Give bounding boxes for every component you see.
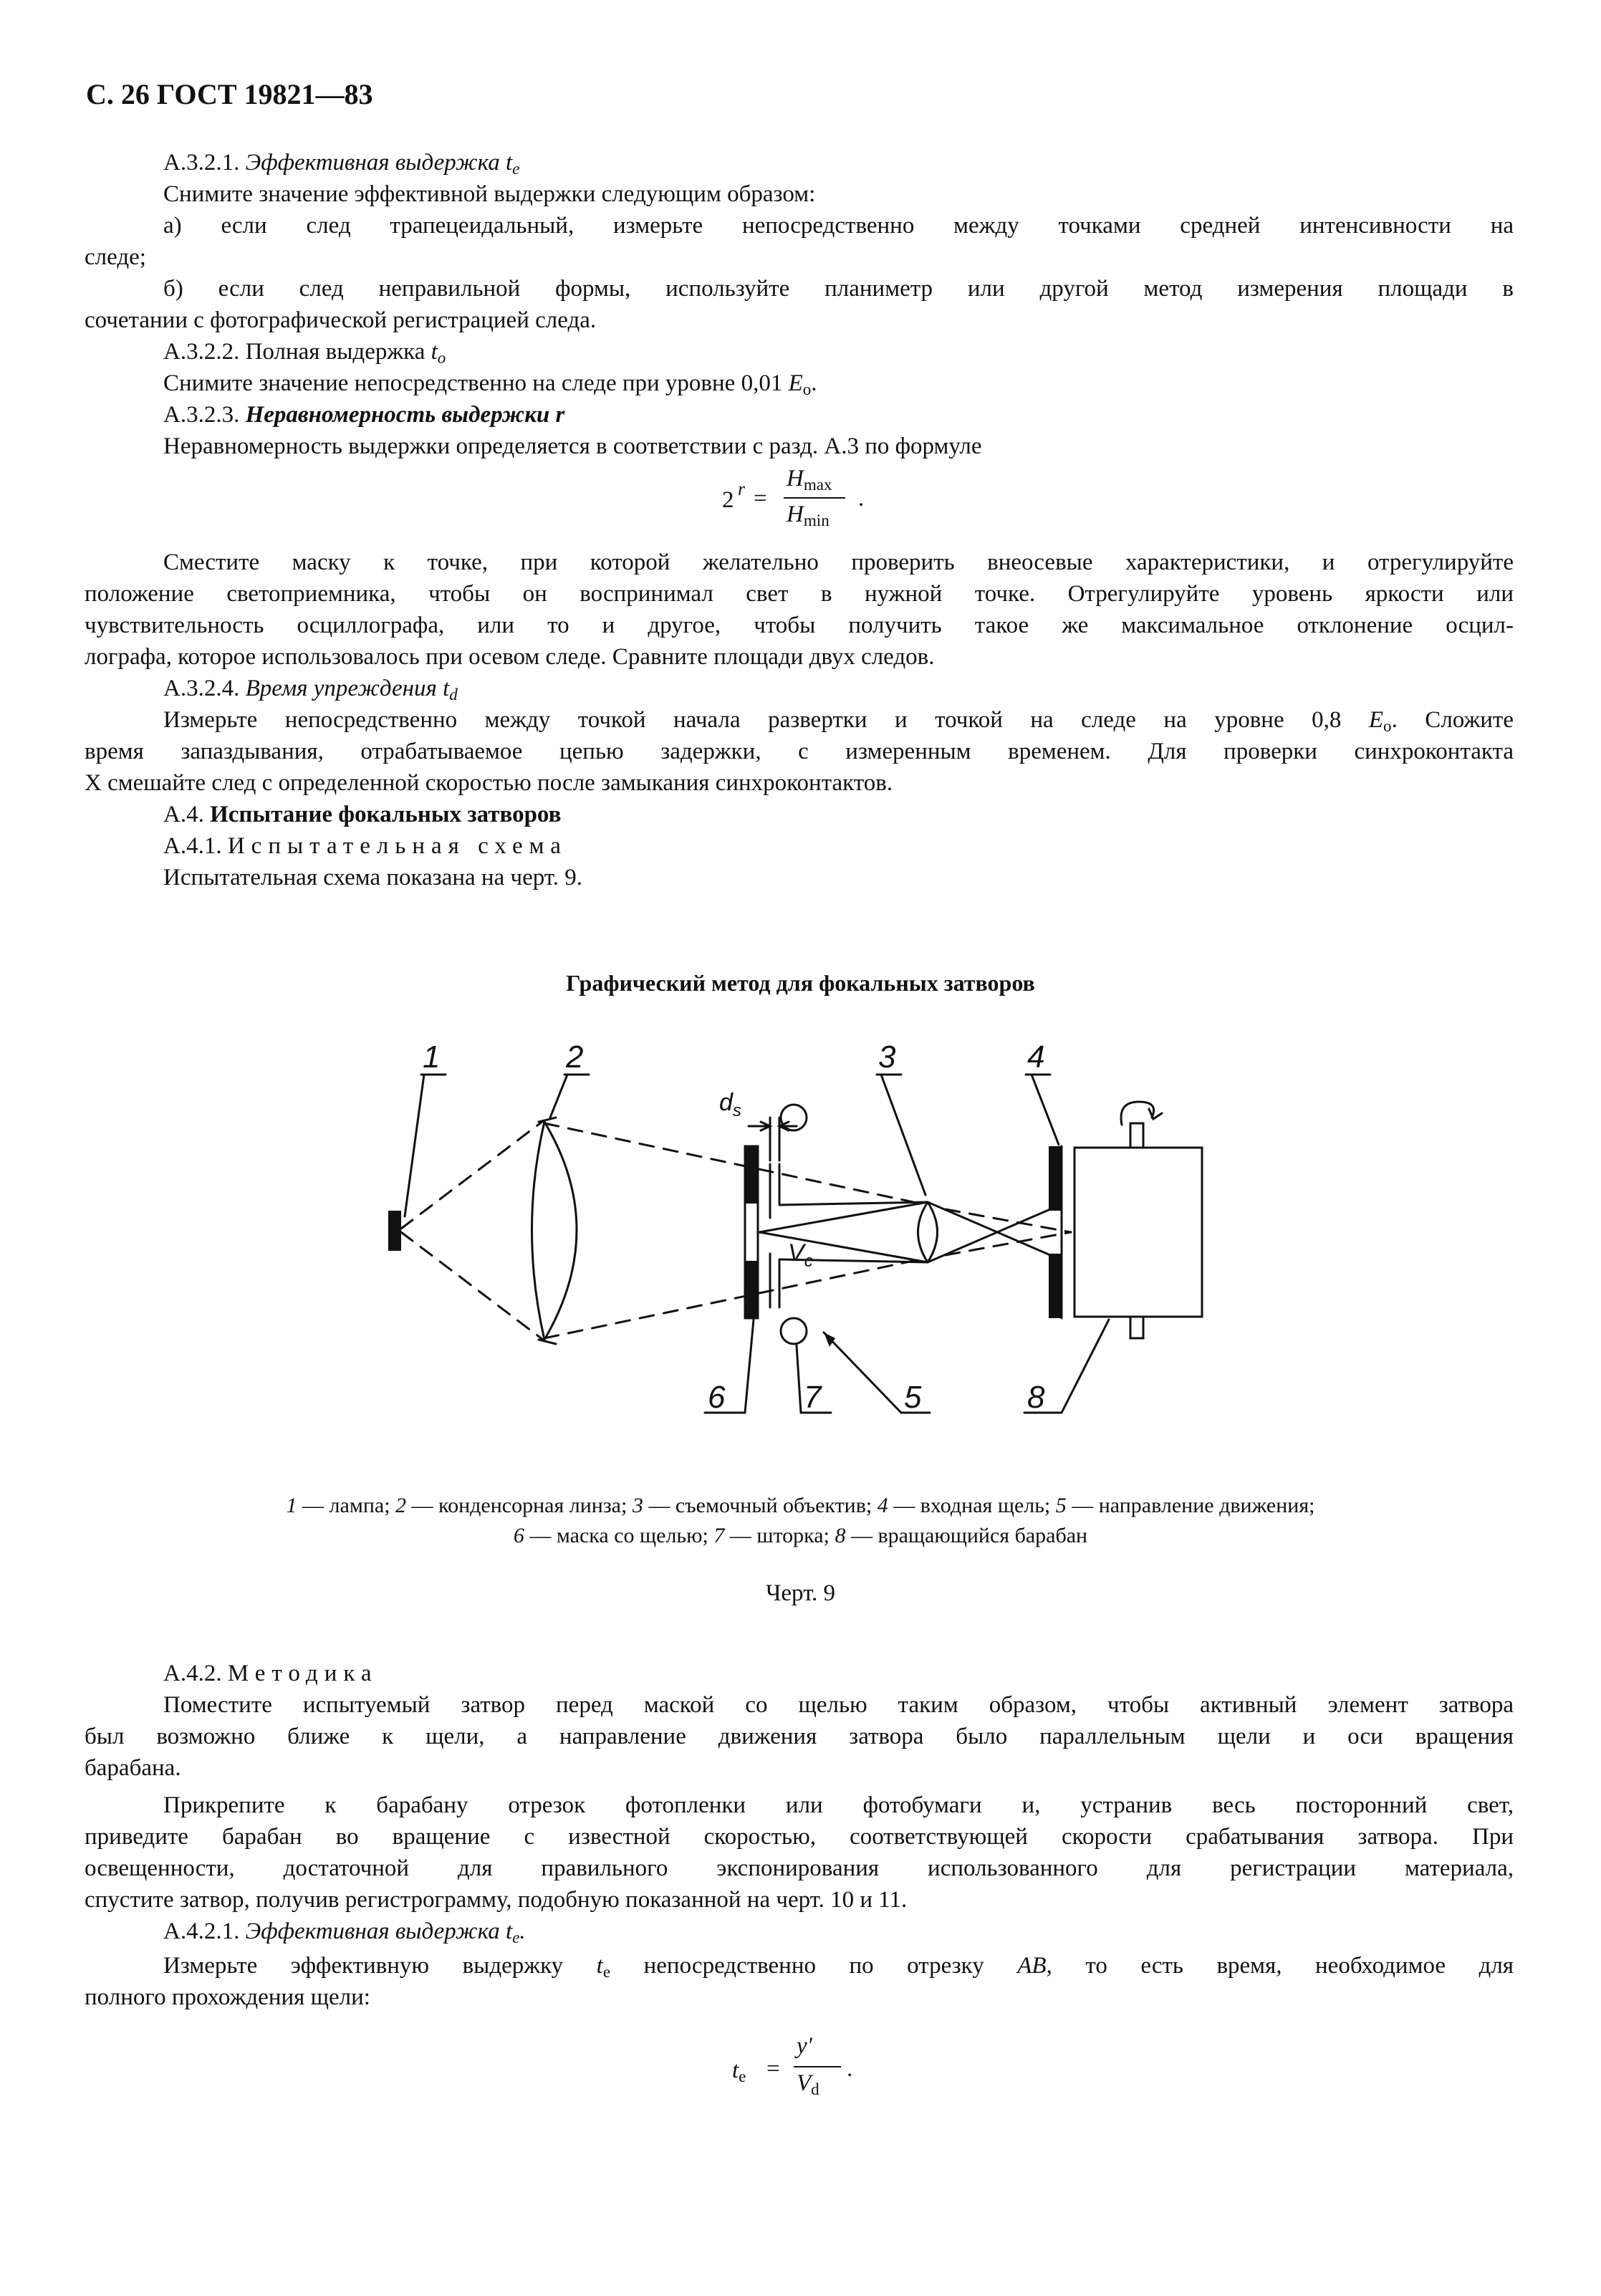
label-1: 1 — [423, 1039, 441, 1075]
formula-numerator: $H_{max}$ — [787, 466, 832, 494]
label-7: 7 — [804, 1380, 822, 1415]
section-heading-a3-2-3: А.3.2.3. Неравномерность выдержки r — [163, 402, 565, 428]
paragraph-line: время запаздывания, отрабатываемое цепью задержки, с измеренным временем. Для проверки синхроконтакта — [85, 739, 1514, 764]
section-heading-a3-2-4: А.3.2.4. Время упреждения $t_d$ — [163, 676, 458, 703]
section-heading-a3-2-1: А.3.2.1. Эффективная выдержка $t_e$ — [163, 150, 520, 178]
fraction-bar — [784, 497, 845, 499]
paragraph-line: Измерьте эффективную выдержку $t_e$ непосредственно по отрезку AB, то есть время, необходимое для — [163, 1953, 1514, 1981]
paragraph-line: б) если след неправильной формы, используйте планиметр или другой метод измерения площади в — [163, 276, 1514, 302]
paragraph-line: X смешайте след с определенной скоростью после замыкания синхроконтактов. — [85, 770, 893, 796]
mask-dark-top — [745, 1146, 758, 1204]
ray-line — [401, 1121, 543, 1229]
paragraph-line: барабана. — [85, 1755, 181, 1781]
figure-title: Графический метод для фокальных затворов — [566, 970, 1035, 996]
paragraph-line: Снимите значение непосредственно на следе при уровне 0,01 $E_o$. — [163, 370, 817, 398]
paragraph-line: приведите барабан во вращение с известной скоростью, соответствующей скорости срабатывания затвора. При — [85, 1824, 1514, 1850]
entrance-slit-top — [1049, 1146, 1062, 1211]
section-heading-a3-2-2: А.3.2.2. Полная выдержка $t_o$ — [163, 339, 446, 367]
ray-line — [946, 1209, 1071, 1232]
label-ds: $d_s$ — [719, 1089, 741, 1120]
paragraph-line: следе; — [85, 244, 146, 270]
camera-lens — [928, 1202, 938, 1262]
ray-line — [544, 1123, 913, 1202]
label-4: 4 — [1027, 1039, 1045, 1075]
section-heading-a4-2: А.4.2. Методика — [163, 1661, 378, 1686]
label-2: 2 — [566, 1039, 584, 1075]
section-heading-a4: А.4. Испытание фокальных затворов — [163, 802, 562, 827]
figure-caption-line-1: 1 — лампа; 2 — конденсорная линза; 3 — съемочный объектив; 4 — входная щель; 5 — направление движения; — [286, 1494, 1315, 1517]
page-header: С. 26 ГОСТ 19821—83 — [86, 78, 373, 110]
rotating-drum — [1074, 1148, 1202, 1317]
formula-denominator: $V_d$ — [797, 2070, 819, 2098]
label-5: 5 — [904, 1380, 922, 1415]
ray-line — [946, 1232, 1071, 1255]
paragraph-line: полного прохождения щели: — [85, 1984, 370, 2010]
paragraph-line: Снимите значение эффективной выдержки следующим образом: — [163, 181, 816, 207]
mask-dark-bottom — [745, 1261, 758, 1318]
shutter-roller-bottom — [781, 1318, 807, 1344]
condenser-lens — [544, 1122, 577, 1340]
paragraph-line: лографа, которое использовалось при осевом следе. Сравните площади двух следов. — [85, 644, 935, 670]
paragraph-line: сочетании с фотографической регистрацией следа. — [85, 307, 597, 333]
figure-diagram — [0, 1017, 1601, 1447]
section-heading-a4-1: А.4.1. Испытательная схема — [163, 833, 567, 859]
ray-line — [401, 1232, 543, 1340]
paragraph-line: освещенности, достаточной для правильного экспонирования использованного для регистрации материала, — [85, 1855, 1514, 1881]
paragraph-line: Испытательная схема показана на черт. 9. — [163, 865, 582, 890]
formula-denominator: $H_{min}$ — [787, 501, 830, 529]
label-6: 6 — [708, 1380, 726, 1415]
fraction-bar — [794, 2066, 841, 2067]
entrance-slit-bottom — [1049, 1254, 1062, 1318]
paragraph-line: был возможно ближе к щели, а направление движения затвора было параллельным щели и оси вращения — [85, 1724, 1514, 1749]
label-vc: $V_c$ — [788, 1239, 813, 1271]
paragraph-line: чувствительность осциллографа, или то и другое, чтобы получить такое же максимальное отклонение осцил- — [85, 613, 1514, 638]
paragraph-line: Поместите испытуемый затвор перед маской со щелью таким образом, чтобы активный элемент затвора — [163, 1692, 1514, 1718]
paragraph-line: положение светоприемника, чтобы он воспринимал свет в нужной точке. Отрегулируйте уровень яркости или — [85, 581, 1514, 607]
paragraph-line: а) если след трапецеидальный, измерьте непосредственно между точками средней интенсивности на — [163, 213, 1514, 239]
paragraph-line: спустите затвор, получив регистрограмму, подобную показанной на черт. 10 и 11. — [85, 1887, 908, 1913]
ray-line — [544, 1261, 913, 1338]
section-heading-a4-2-1: А.4.2.1. Эффективная выдержка $t_e$. — [163, 1918, 526, 1946]
label-3: 3 — [878, 1039, 896, 1075]
formula-numerator: y' — [797, 2033, 812, 2059]
label-8: 8 — [1027, 1380, 1045, 1415]
paragraph-line: Измерьте непосредственно между точкой начала развертки и точкой на следе на уровне 0,8 $E_o$. Сложите — [163, 707, 1514, 735]
figure-caption-line-2: 6 — маска со щелью; 7 — шторка; 8 — вращающийся барабан — [513, 1524, 1088, 1547]
figure-number: Черт. 9 — [765, 1580, 836, 1606]
paragraph-line: Неравномерность выдержки определяется в соответствии с разд. А.3 по формуле — [163, 433, 982, 459]
condenser-lens-back — [532, 1122, 545, 1340]
lamp — [388, 1211, 401, 1251]
paragraph-line: Сместите маску к точке, при которой желательно проверить внеосевые характеристики, и отрегулируйте — [163, 549, 1514, 575]
paragraph-line: Прикрепите к барабану отрезок фотопленки или фотобумаги и, устранив весь посторонний свет, — [163, 1792, 1514, 1818]
